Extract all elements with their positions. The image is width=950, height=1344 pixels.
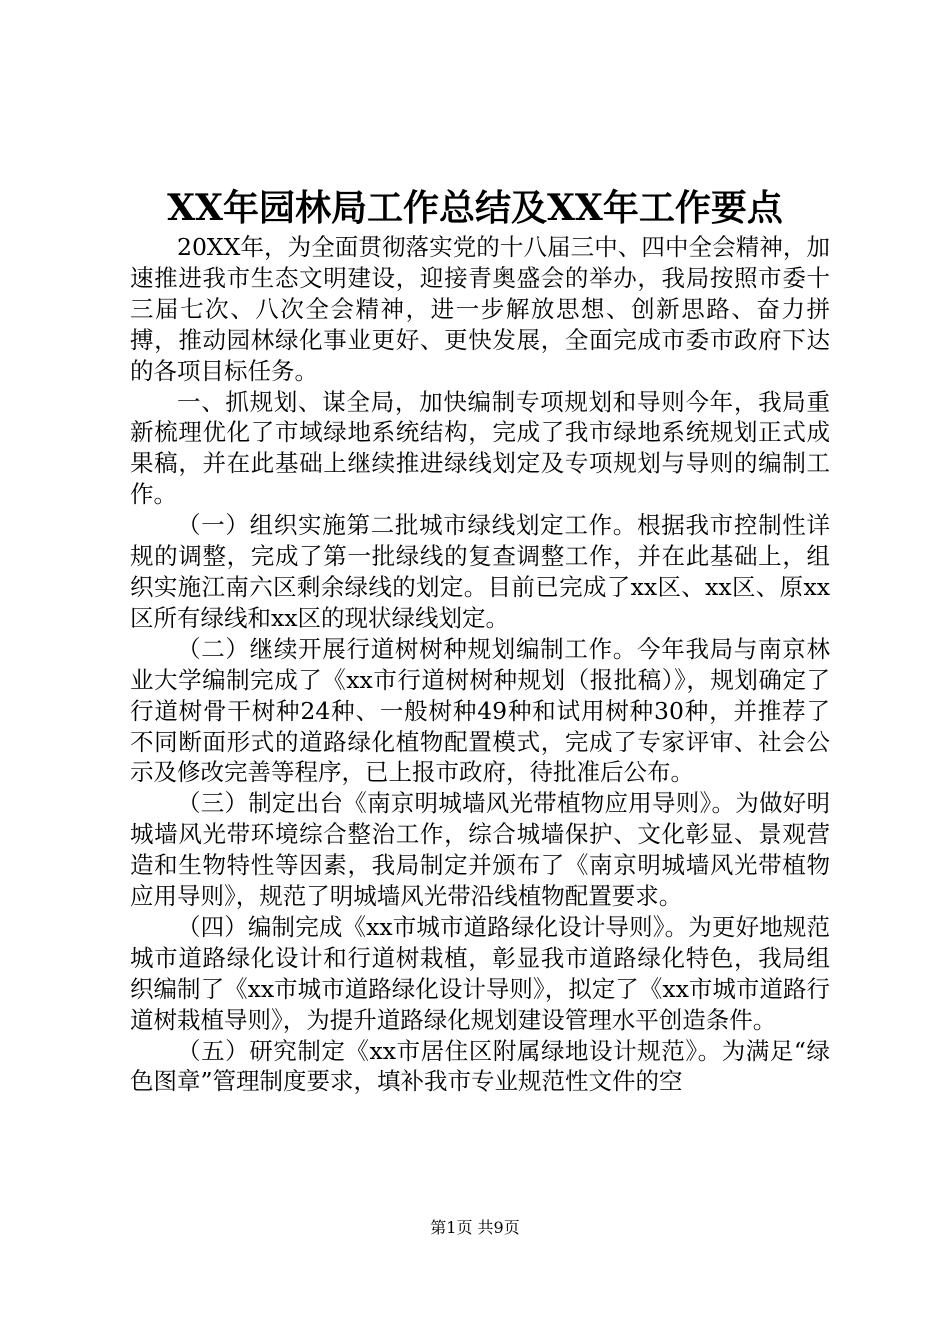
document-title: XX年园林局工作总结及XX年工作要点: [167, 187, 783, 229]
page-footer: 第1页 共9页: [430, 1218, 520, 1237]
paragraph-item-2: （二）继续开展行道树树种规划编制工作。今年我局与南京林业大学编制完成了《xx市行道树树种规划（报批稿）》，规划确定了行道树骨干树种24种、一般树种49种和试用树种30种，并推荐了不同断面形式的道路绿化植物配置模式，完成了专家评审、社会公示及修改完善等程序，已上报市政府，待批准后公布。: [130, 634, 830, 787]
paragraph-intro: 20XX年，为全面贯彻落实党的十八届三中、四中全会精神，加速推进我市生态文明建设，迎接青奥盛会的举办，我局按照市委十三届七次、八次全会精神，进一步解放思想、创新思路、奋力拼搏，推动园林绿化事业更好、更快发展，全面完成市委市政府下达的各项目标任务。: [130, 233, 830, 385]
paragraph-item-5: （五）研究制定《xx市居住区附属绿地设计规范》。为满足“绿色图章”管理制度要求，填补我市专业规范性文件的空: [130, 1036, 830, 1096]
document-body: [130, 232, 830, 1097]
paragraph-item-3: （三）制定出台《南京明城墙风光带植物应用导则》。为做好明城墙风光带环境综合整治工作，综合城墙保护、文化彰显、景观营造和生物特性等因素，我局制定并颁布了《南京明城墙风光带植物应用导则》，规范了明城墙风光带沿线植物配置要求。: [130, 789, 830, 911]
paragraph-section-1: 一、抓规划、谋全局，加快编制专项规划和导则今年，我局重新梳理优化了市域绿地系统结构，完成了我市绿地系统规划正式成果稿，并在此基础上继续推进绿线划定及专项规划与导则的编制工作。: [130, 387, 830, 509]
paragraph-item-4: （四）编制完成《xx市城市道路绿化设计导则》。为更好地规范城市道路绿化设计和行道树栽植，彰显我市道路绿化特色，我局组织编制了《xx市城市道路绿化设计导则》，拟定了《xx市城市道路行道树栽植导则》，为提升道路绿化规划建设管理水平创造条件。: [130, 912, 830, 1034]
paragraph-item-1: （一）组织实施第二批城市绿线划定工作。根据我市控制性详规的调整，完成了第一批绿线的复查调整工作，并在此基础上，组织实施江南六区剩余绿线的划定。目前已完成了xx区、xx区、原xx区所有绿线和xx区的现状绿线划定。: [130, 511, 830, 632]
